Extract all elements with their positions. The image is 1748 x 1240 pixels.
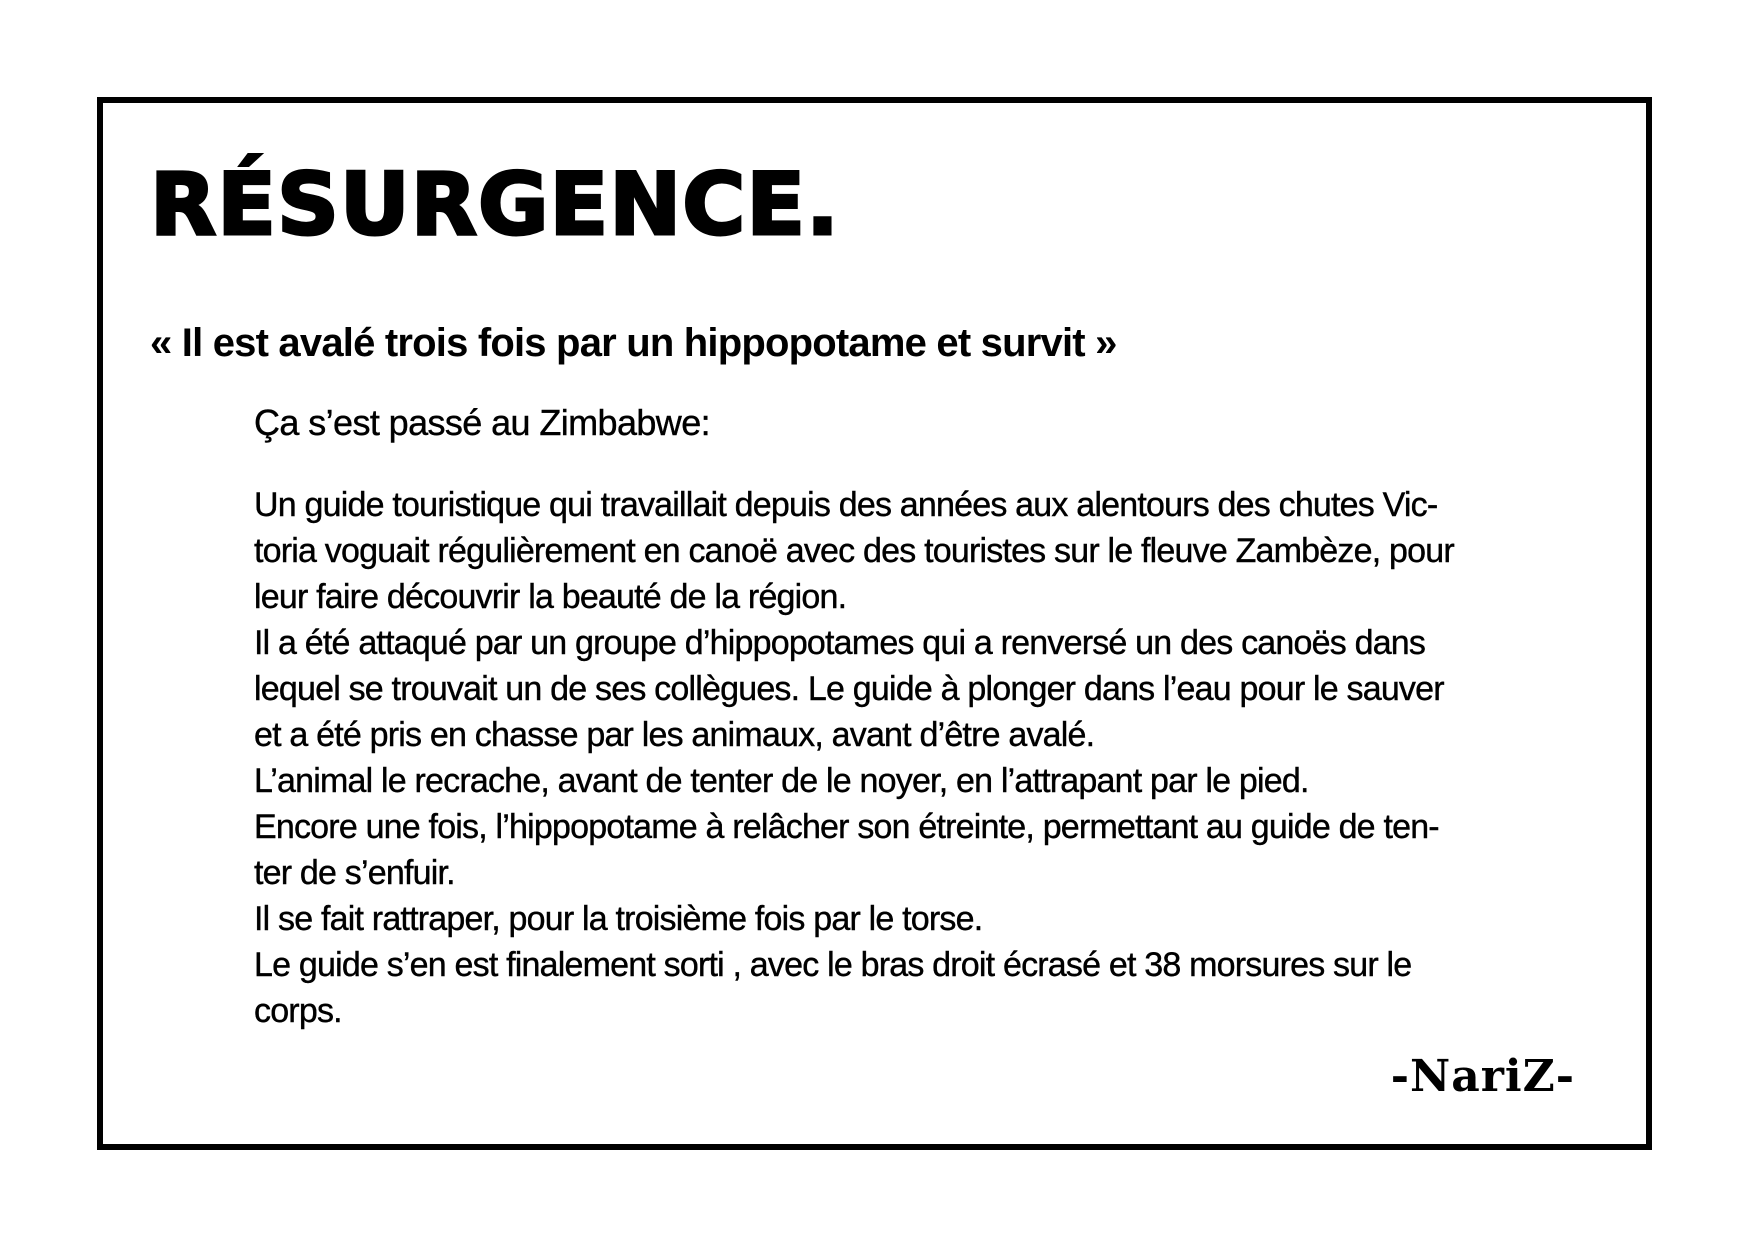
- story-body: [254, 482, 1524, 1034]
- body-line: et a été pris en chasse par les animaux, avant d’être avalé.: [254, 716, 1095, 754]
- body-line: leur faire découvrir la beauté de la région.: [254, 578, 847, 616]
- body-line: Il a été attaqué par un groupe d’hippopotames qui a renversé un des canoës dans: [254, 624, 1426, 662]
- body-line: toria voguait régulièrement en canoë avec des touristes sur le fleuve Zambèze, pour: [254, 532, 1454, 570]
- document-title: RÉSURGENCE.: [150, 155, 840, 255]
- body-line: L’animal le recrache, avant de tenter de le noyer, en l’attrapant par le pied.: [254, 762, 1309, 800]
- body-line: Encore une fois, l’hippopotame à relâcher son étreinte, permettant au guide de ten-: [254, 808, 1439, 846]
- body-line: Un guide touristique qui travaillait depuis des années aux alentours des chutes Vic-: [254, 486, 1438, 524]
- body-line: Le guide s’en est finalement sorti , avec le bras droit écrasé et 38 morsures sur le: [254, 946, 1412, 984]
- headline-quote: « Il est avalé trois fois par un hippopotame et survit »: [150, 321, 1117, 365]
- intro-line: Ça s’est passé au Zimbabwe:: [254, 402, 711, 443]
- body-line: Il se fait rattraper, pour la troisième fois par le torse.: [254, 900, 983, 938]
- body-line: corps.: [254, 992, 342, 1030]
- author-signature: -NariZ-: [1390, 1051, 1575, 1102]
- body-line: ter de s’enfuir.: [254, 854, 455, 892]
- body-line: lequel se trouvait un de ses collègues. Le guide à plonger dans l’eau pour le sauver: [254, 670, 1444, 708]
